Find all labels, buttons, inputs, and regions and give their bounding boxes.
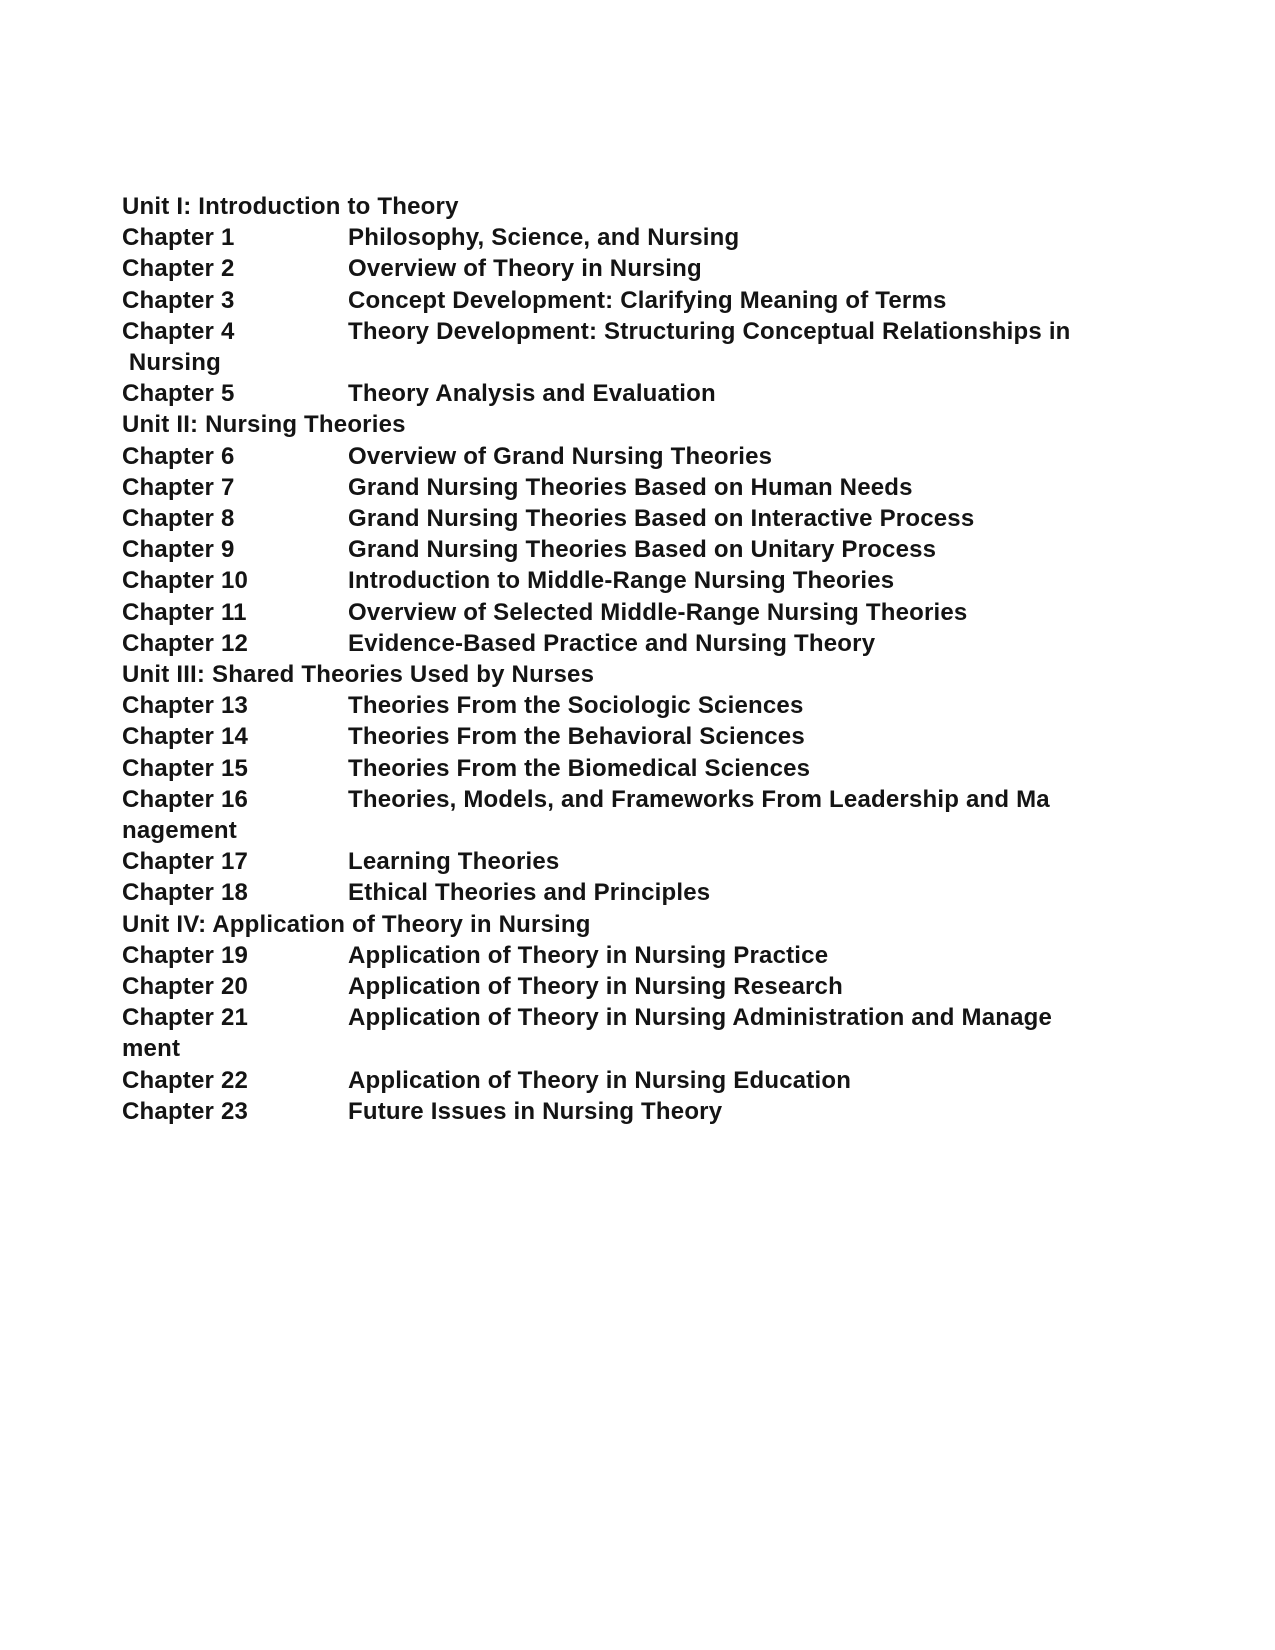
chapter-row xyxy=(122,472,1162,503)
chapter-row xyxy=(122,1002,1162,1033)
chapter-row xyxy=(122,1096,1162,1127)
chapter-row xyxy=(122,690,1162,721)
chapter-title-continuation: Nursing xyxy=(122,349,221,377)
chapter-label: Chapter 17 xyxy=(122,848,249,876)
chapter-title: Application of Theory in Nursing Research xyxy=(348,973,843,1001)
chapter-label: Chapter 20 xyxy=(122,973,249,1001)
chapter-title: Application of Theory in Nursing Practice xyxy=(348,941,829,969)
chapter-label: Chapter 4 xyxy=(122,317,235,345)
chapter-row xyxy=(122,441,1162,472)
chapter-label: Chapter 14 xyxy=(122,723,249,751)
chapter-title: Theories From the Biomedical Sciences xyxy=(348,754,811,782)
chapter-label: Chapter 10 xyxy=(122,567,249,595)
chapter-title: Application of Theory in Nursing Administration and Manage xyxy=(348,1004,1053,1032)
chapter-label: Chapter 12 xyxy=(122,629,249,657)
chapter-title: Introduction to Middle-Range Nursing Theories xyxy=(348,567,895,595)
chapter-row xyxy=(122,285,1162,316)
chapter-row xyxy=(122,846,1162,877)
unit-heading: Unit II: Nursing Theories xyxy=(122,411,406,439)
chapter-title: Ethical Theories and Principles xyxy=(348,879,711,907)
chapter-label: Chapter 15 xyxy=(122,754,249,782)
chapter-label: Chapter 19 xyxy=(122,941,249,969)
chapter-row xyxy=(122,1065,1162,1096)
chapter-title: Theories From the Sociologic Sciences xyxy=(348,692,804,720)
chapter-title: Application of Theory in Nursing Education xyxy=(348,1066,852,1094)
chapter-row xyxy=(122,316,1162,347)
chapter-label: Chapter 22 xyxy=(122,1066,249,1094)
chapter-label: Chapter 5 xyxy=(122,380,235,408)
chapter-label: Chapter 11 xyxy=(122,598,247,626)
chapter-label: Chapter 6 xyxy=(122,442,235,470)
chapter-label: Chapter 21 xyxy=(122,1004,249,1032)
chapter-title: Grand Nursing Theories Based on Human Needs xyxy=(348,473,913,501)
chapter-label: Chapter 18 xyxy=(122,879,249,907)
chapter-title: Grand Nursing Theories Based on Unitary Process xyxy=(348,536,937,564)
chapter-label: Chapter 7 xyxy=(122,473,235,501)
chapter-label: Chapter 8 xyxy=(122,505,235,533)
chapter-title: Philosophy, Science, and Nursing xyxy=(348,224,740,252)
chapter-row xyxy=(122,784,1162,815)
unit-heading: Unit III: Shared Theories Used by Nurses xyxy=(122,661,595,689)
chapter-title: Learning Theories xyxy=(348,848,560,876)
chapter-title: Concept Development: Clarifying Meaning of Terms xyxy=(348,286,947,314)
unit-heading: Unit I: Introduction to Theory xyxy=(122,193,459,220)
chapter-title: Future Issues in Nursing Theory xyxy=(348,1097,723,1125)
chapter-label: Chapter 9 xyxy=(122,536,235,564)
chapter-title-continuation: nagement xyxy=(122,817,237,845)
chapter-title: Overview of Theory in Nursing xyxy=(348,255,702,283)
chapter-row xyxy=(122,877,1162,908)
chapter-row xyxy=(122,753,1162,784)
chapter-row xyxy=(122,721,1162,752)
chapter-row xyxy=(122,534,1162,565)
chapter-label: Chapter 3 xyxy=(122,286,235,314)
chapter-row xyxy=(122,628,1162,659)
chapter-row xyxy=(122,971,1162,1002)
chapter-title: Theory Development: Structuring Conceptual Relationships in xyxy=(348,317,1071,345)
chapter-title: Theory Analysis and Evaluation xyxy=(348,380,716,408)
chapter-title: Evidence-Based Practice and Nursing Theory xyxy=(348,629,876,657)
chapter-label: Chapter 16 xyxy=(122,785,249,813)
chapter-title: Overview of Grand Nursing Theories xyxy=(348,442,773,470)
chapter-row xyxy=(122,253,1162,284)
chapter-label: Chapter 23 xyxy=(122,1097,249,1125)
chapter-title: Grand Nursing Theories Based on Interactive Process xyxy=(348,505,975,533)
chapter-row xyxy=(122,565,1162,596)
chapter-label: Chapter 13 xyxy=(122,692,249,720)
chapter-label: Chapter 2 xyxy=(122,255,235,283)
chapter-row xyxy=(122,378,1162,409)
chapter-title: Overview of Selected Middle-Range Nursing Theories xyxy=(348,598,968,626)
chapter-title: Theories From the Behavioral Sciences xyxy=(348,723,805,751)
unit-heading: Unit IV: Application of Theory in Nursing xyxy=(122,910,591,938)
chapter-row xyxy=(122,222,1162,253)
chapter-title-continuation: ment xyxy=(122,1035,181,1063)
chapter-row xyxy=(122,597,1162,628)
table-of-contents xyxy=(122,191,1162,1127)
chapter-label: Chapter 1 xyxy=(122,224,235,252)
chapter-row xyxy=(122,503,1162,534)
chapter-row xyxy=(122,940,1162,971)
chapter-title: Theories, Models, and Frameworks From Leadership and Ma xyxy=(348,785,1050,813)
